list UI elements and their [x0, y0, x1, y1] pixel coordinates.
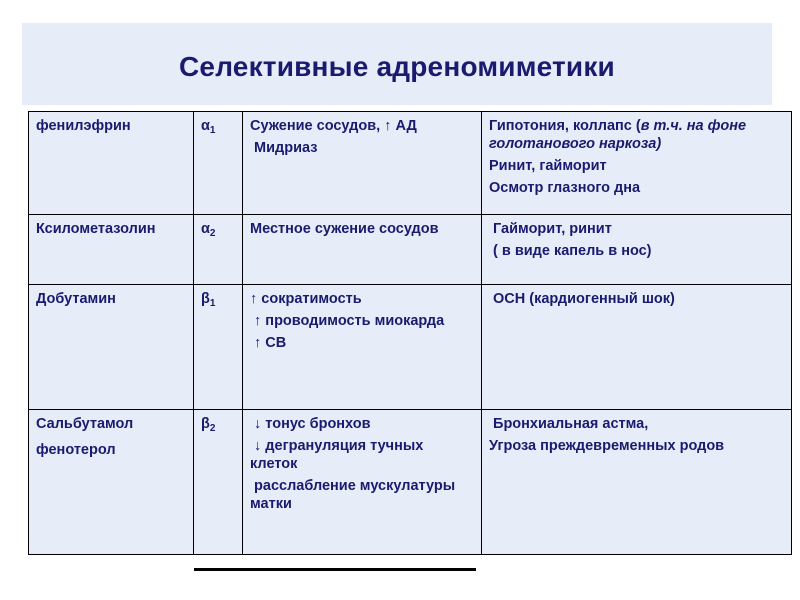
effect-line: ↑ проводимость миокарда [250, 313, 445, 329]
effect-line: Сужение сосудов, ↑ АД [250, 118, 417, 134]
effect-line: Местное сужение сосудов [250, 221, 439, 237]
use-line-italic: в т.ч. на фоне голотанового наркоза) [489, 118, 747, 152]
drug-name: фенотерол [36, 442, 116, 458]
receptor-subscript: 2 [209, 228, 216, 239]
drug-cell [29, 112, 194, 215]
receptor-letter: α [201, 118, 210, 134]
drug-cell [29, 410, 194, 555]
receptor-subscript: 2 [209, 423, 216, 434]
title-box [22, 23, 772, 105]
use-line: ( в виде капель в нос) [489, 243, 652, 259]
receptor-cell [194, 112, 243, 215]
effect-cell [243, 410, 482, 555]
drug-name: Сальбутамол [36, 416, 134, 432]
use-line: Угроза преждевременных родов [489, 438, 725, 454]
use-cell [482, 215, 792, 285]
use-line: Бронхиальная астма, [489, 416, 649, 432]
use-line [489, 117, 784, 153]
use-line: Ринит, гайморит [489, 158, 607, 174]
effect-line: ↑ СВ [250, 335, 287, 351]
effect-line: ↑ сократимость [250, 291, 362, 307]
effect-cell [243, 215, 482, 285]
effect-cell [243, 285, 482, 410]
receptor-letter: β [201, 291, 210, 307]
effect-line: ↓ дегрануляция тучных клеток [250, 438, 428, 472]
receptor-cell [194, 410, 243, 555]
table-row [29, 410, 792, 555]
use-cell [482, 410, 792, 555]
effect-line: расслабление мускулатуры матки [250, 478, 460, 512]
table-row [29, 215, 792, 285]
table-row [29, 285, 792, 410]
receptor-cell [194, 285, 243, 410]
effect-line: ↓ тонус бронхов [250, 416, 371, 432]
receptor-letter: β [201, 416, 210, 432]
table-bottom-rule [194, 568, 476, 571]
use-line: Осмотр глазного дна [489, 180, 641, 196]
drug-cell [29, 215, 194, 285]
table-row [29, 112, 792, 215]
receptor-subscript: 1 [209, 298, 216, 309]
use-line: ОСН (кардиогенный шок) [489, 291, 675, 307]
drug-name: Добутамин [36, 291, 116, 307]
slide-title: Селективные адреномиметики [179, 51, 615, 82]
drug-name: фенилэфрин [36, 118, 131, 134]
adrenomimetics-table [28, 111, 792, 555]
effect-cell [243, 112, 482, 215]
receptor-cell [194, 215, 243, 285]
use-line-part: Гипотония, коллапс ( [489, 118, 641, 134]
use-cell [482, 112, 792, 215]
effect-line: Мидриаз [250, 140, 318, 156]
drug-name: Ксилометазолин [36, 221, 156, 237]
receptor-subscript: 1 [209, 125, 216, 136]
use-line: Гайморит, ринит [489, 221, 612, 237]
use-cell [482, 285, 792, 410]
receptor-letter: α [201, 221, 210, 237]
drug-cell [29, 285, 194, 410]
